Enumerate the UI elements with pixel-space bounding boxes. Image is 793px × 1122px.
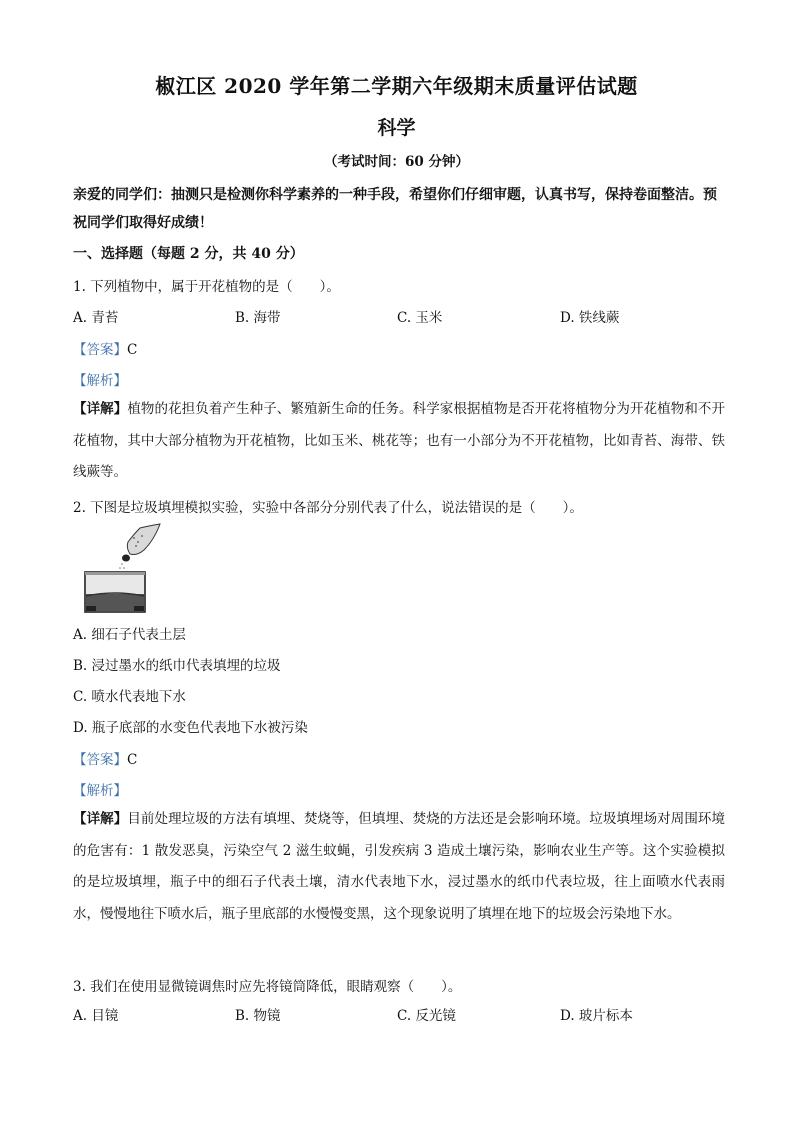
option-b: B. 海带 [235, 310, 281, 326]
question-2-answer [73, 748, 137, 768]
question-2-stem: 2. 下图是垃圾填埋模拟实验，实验中各部分分别代表了什么，说法错误的是（ ）。 [73, 500, 583, 516]
detail-text: 目前处理垃圾的方法有填埋、焚烧等，但填埋、焚烧的方法还是会影响环境。垃圾填埋场对周围环境的危害有：1 散发恶臭，污染空气 2 滋生蚊蝇，引发疾病 3 造成土壤污染，影响农业生产等。这个实验模拟的是垃圾填埋，瓶子中的细石子代表土壤，清水代表地下水，浸过墨水的纸巾代表垃圾，往上面喷水代表雨水，慢慢地往下喷水后，瓶子里底部的水慢慢变黑，这个现象说明了填埋在地下的垃圾会污染地下水。 [73, 811, 726, 922]
exam-subject: 科学 [377, 117, 416, 139]
question-2-option-a: A. 细石子代表土层 [73, 627, 186, 643]
bottle-spray-icon [82, 522, 167, 614]
question-3-options [73, 1004, 733, 1024]
question-1-detail [73, 394, 725, 489]
question-2-option-d: D. 瓶子底部的水变色代表地下水被污染 [73, 720, 308, 736]
option-d: D. 铁线蕨 [560, 310, 620, 326]
analysis-label: 【解析】 [73, 373, 127, 389]
question-1-analysis-label [73, 369, 127, 389]
option-c: C. 反光镜 [397, 1008, 456, 1024]
landfill-experiment-figure [82, 522, 167, 614]
option-c: C. 玉米 [397, 310, 443, 326]
detail-text: 植物的花担负着产生种子、繁殖新生命的任务。科学家根据植物是否开花将植物分为开花植物和不开花植物，其中大部分植物为开花植物，比如玉米、桃花等；也有一小部分为不开花植物，比如青苔、海带、铁线蕨等。 [73, 401, 726, 480]
option-b: B. 物镜 [235, 1008, 281, 1024]
question-1-stem: 1. 下列植物中，属于开花植物的是（ ）。 [73, 279, 340, 295]
option-d: D. 玻片标本 [560, 1008, 633, 1024]
option-a: A. 青苔 [73, 310, 119, 326]
question-3-stem: 3. 我们在使用显微镜调焦时应先将镜筒降低，眼睛观察（ ）。 [73, 979, 462, 995]
question-2-analysis-label [73, 779, 127, 799]
detail-label: 【详解】 [73, 401, 128, 417]
exam-intro: 亲爱的同学们：抽测只是检测你科学素养的一种手段，希望你们仔细审题，认真书写，保持卷面整洁。预祝同学们取得好成绩！ [73, 187, 717, 231]
question-1-options [73, 306, 733, 326]
detail-label: 【详解】 [73, 811, 128, 827]
question-2-option-b: B. 浸过墨水的纸巾代表填埋的垃圾 [73, 658, 281, 674]
answer-value: C [127, 752, 138, 768]
analysis-label: 【解析】 [73, 783, 127, 799]
answer-value: C [127, 342, 138, 358]
section-title: 一、选择题（每题 2 分，共 40 分） [73, 246, 304, 262]
exam-title: 椒江区 2020 学年第二学期六年级期末质量评估试题 [155, 74, 638, 98]
answer-label: 【答案】 [73, 752, 127, 768]
exam-time: （考试时间：60 分钟） [324, 154, 469, 170]
question-2-option-c: C. 喷水代表地下水 [73, 689, 186, 705]
answer-label: 【答案】 [73, 342, 127, 358]
question-1-answer [73, 338, 137, 358]
question-2-detail [73, 804, 725, 930]
option-a: A. 目镜 [73, 1008, 119, 1024]
